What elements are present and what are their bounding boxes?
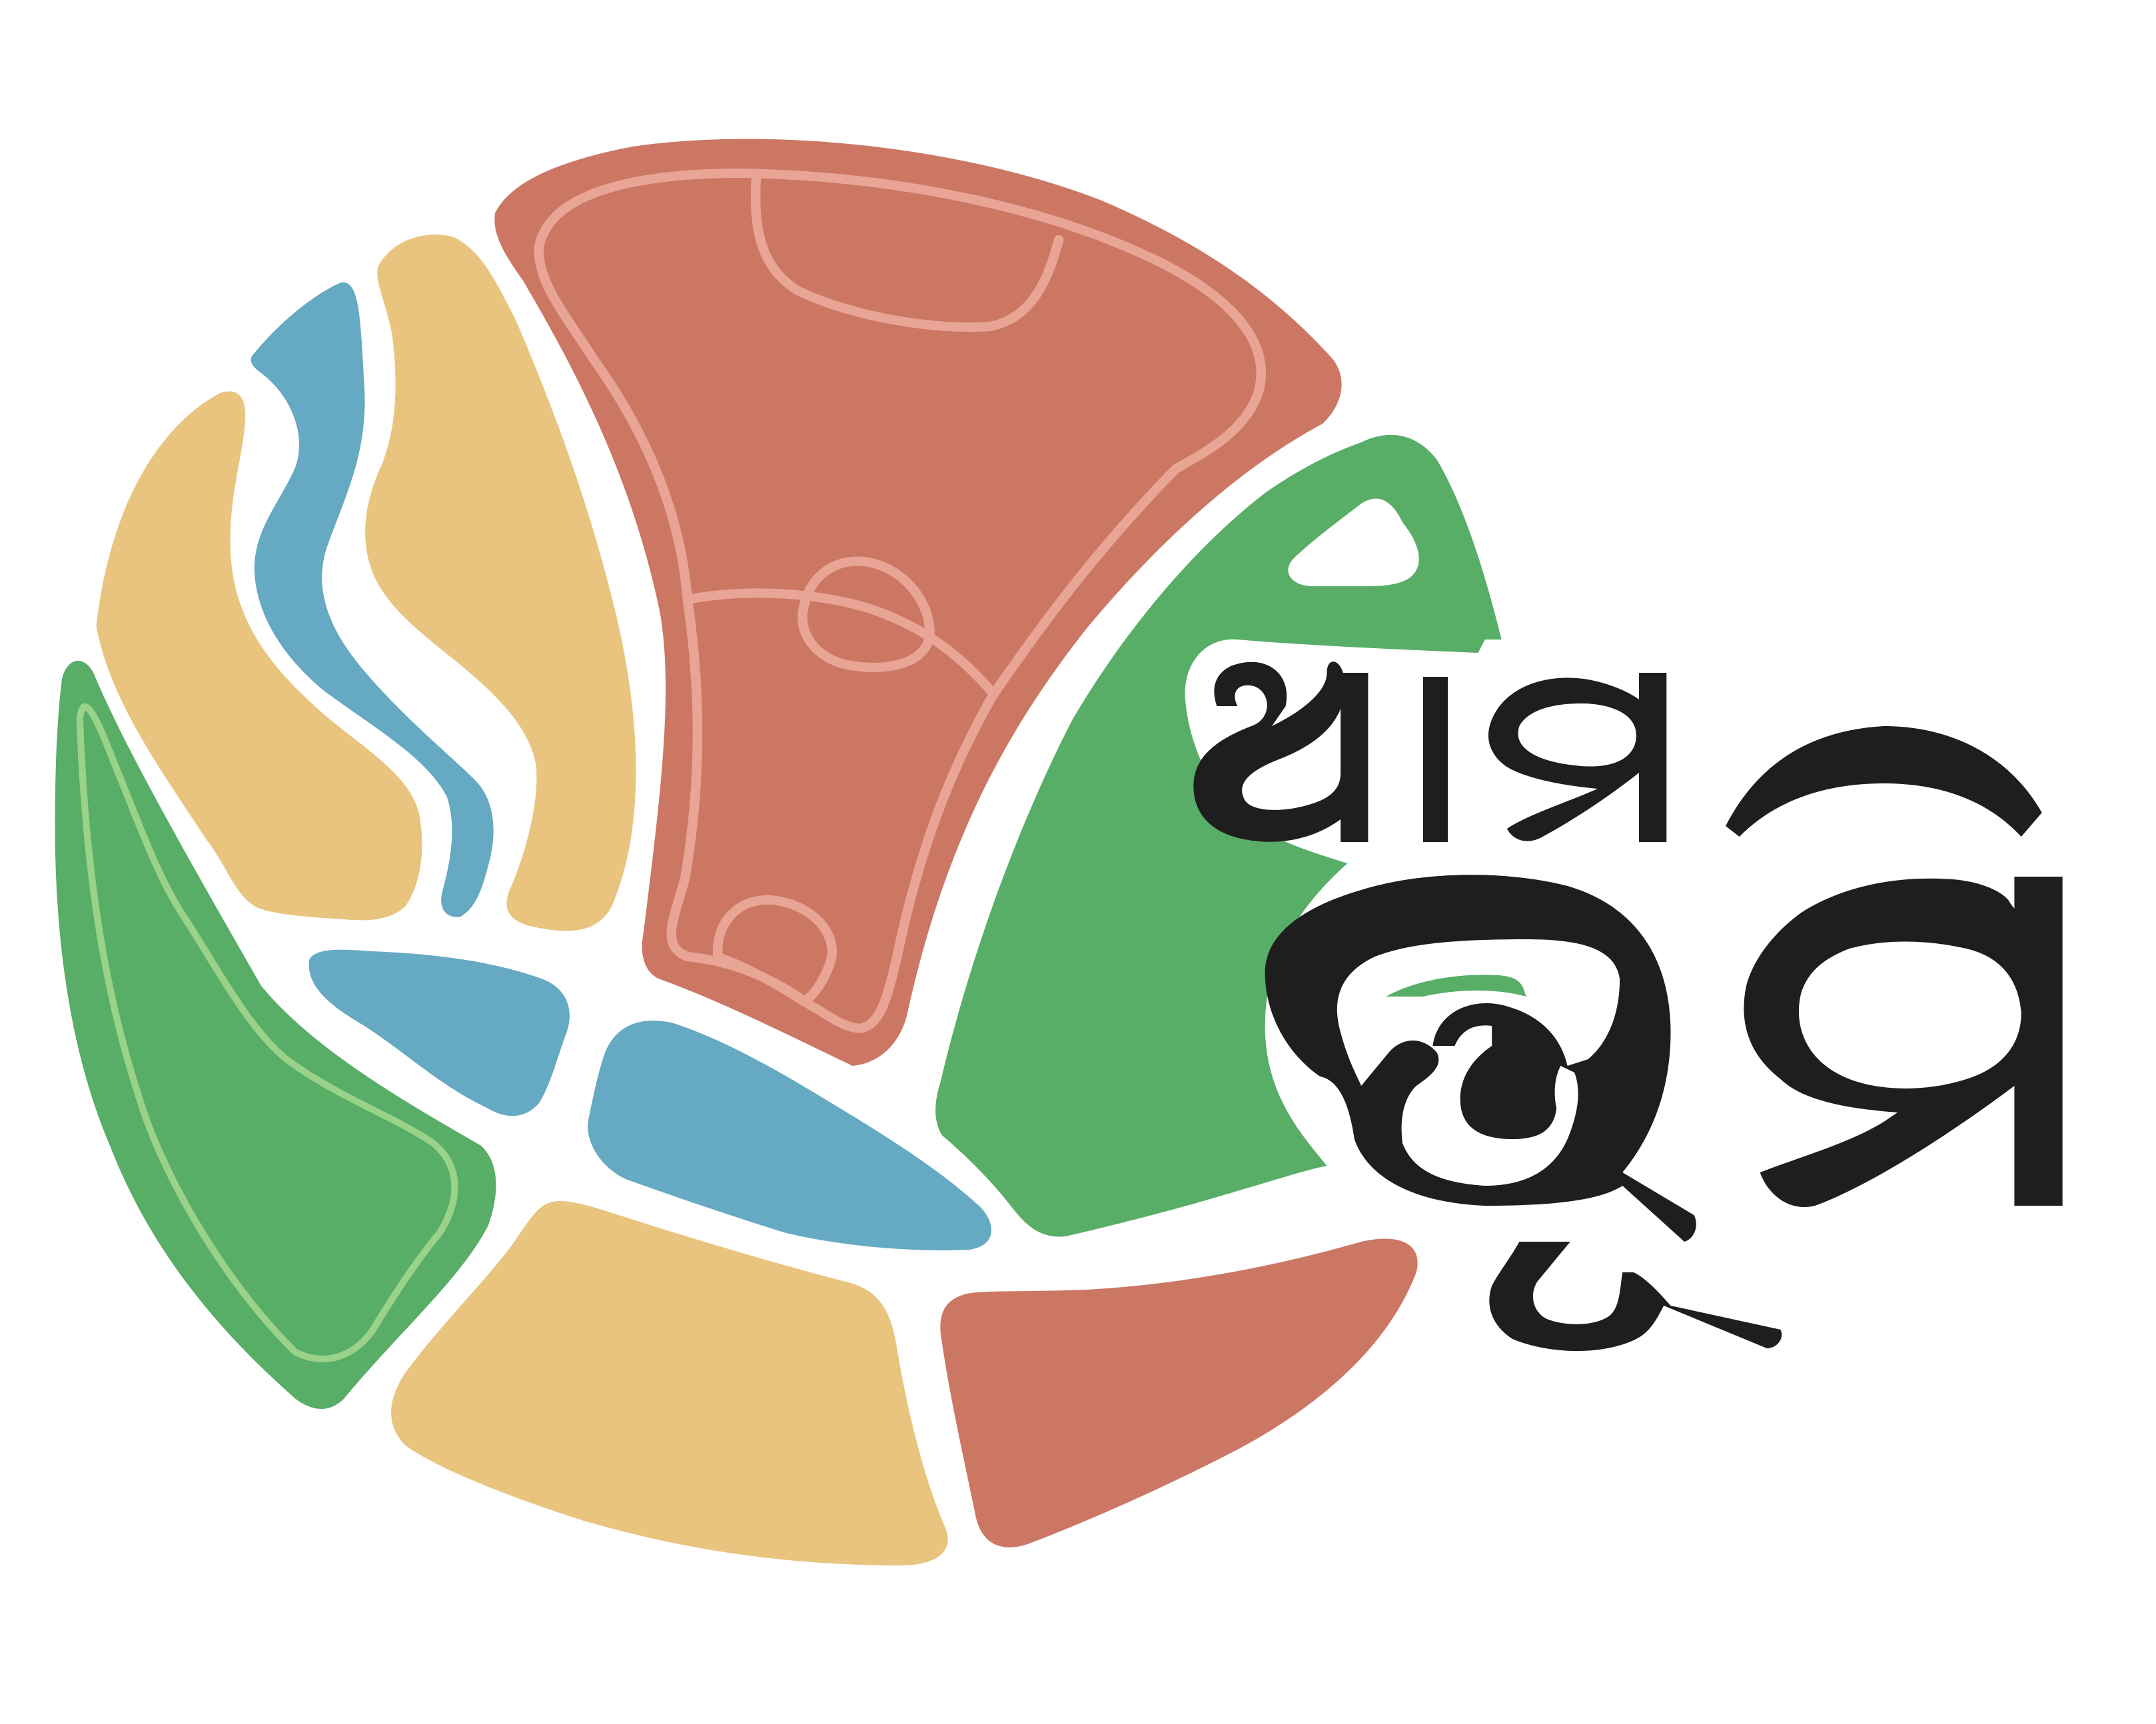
wordmark-glyph-kha [1193,661,1368,842]
field-sky-center [588,1021,991,1250]
wordmark-glyph-ru [1265,875,1696,1242]
emblem [55,139,1502,1565]
wordmark [1193,661,2062,1351]
wordmark-subscript [1489,1242,1782,1351]
wordmark-arch [1726,726,2042,837]
wordmark-glyph-aa [1423,677,1448,842]
wordmark-glyph-si [1744,877,2062,1207]
wordmark-glyph-da [1488,673,1666,842]
field-sand-bottom [391,1201,948,1565]
field-terracotta-bottom [940,1239,1417,1547]
wordmark-leaf-accent [1386,975,1526,997]
